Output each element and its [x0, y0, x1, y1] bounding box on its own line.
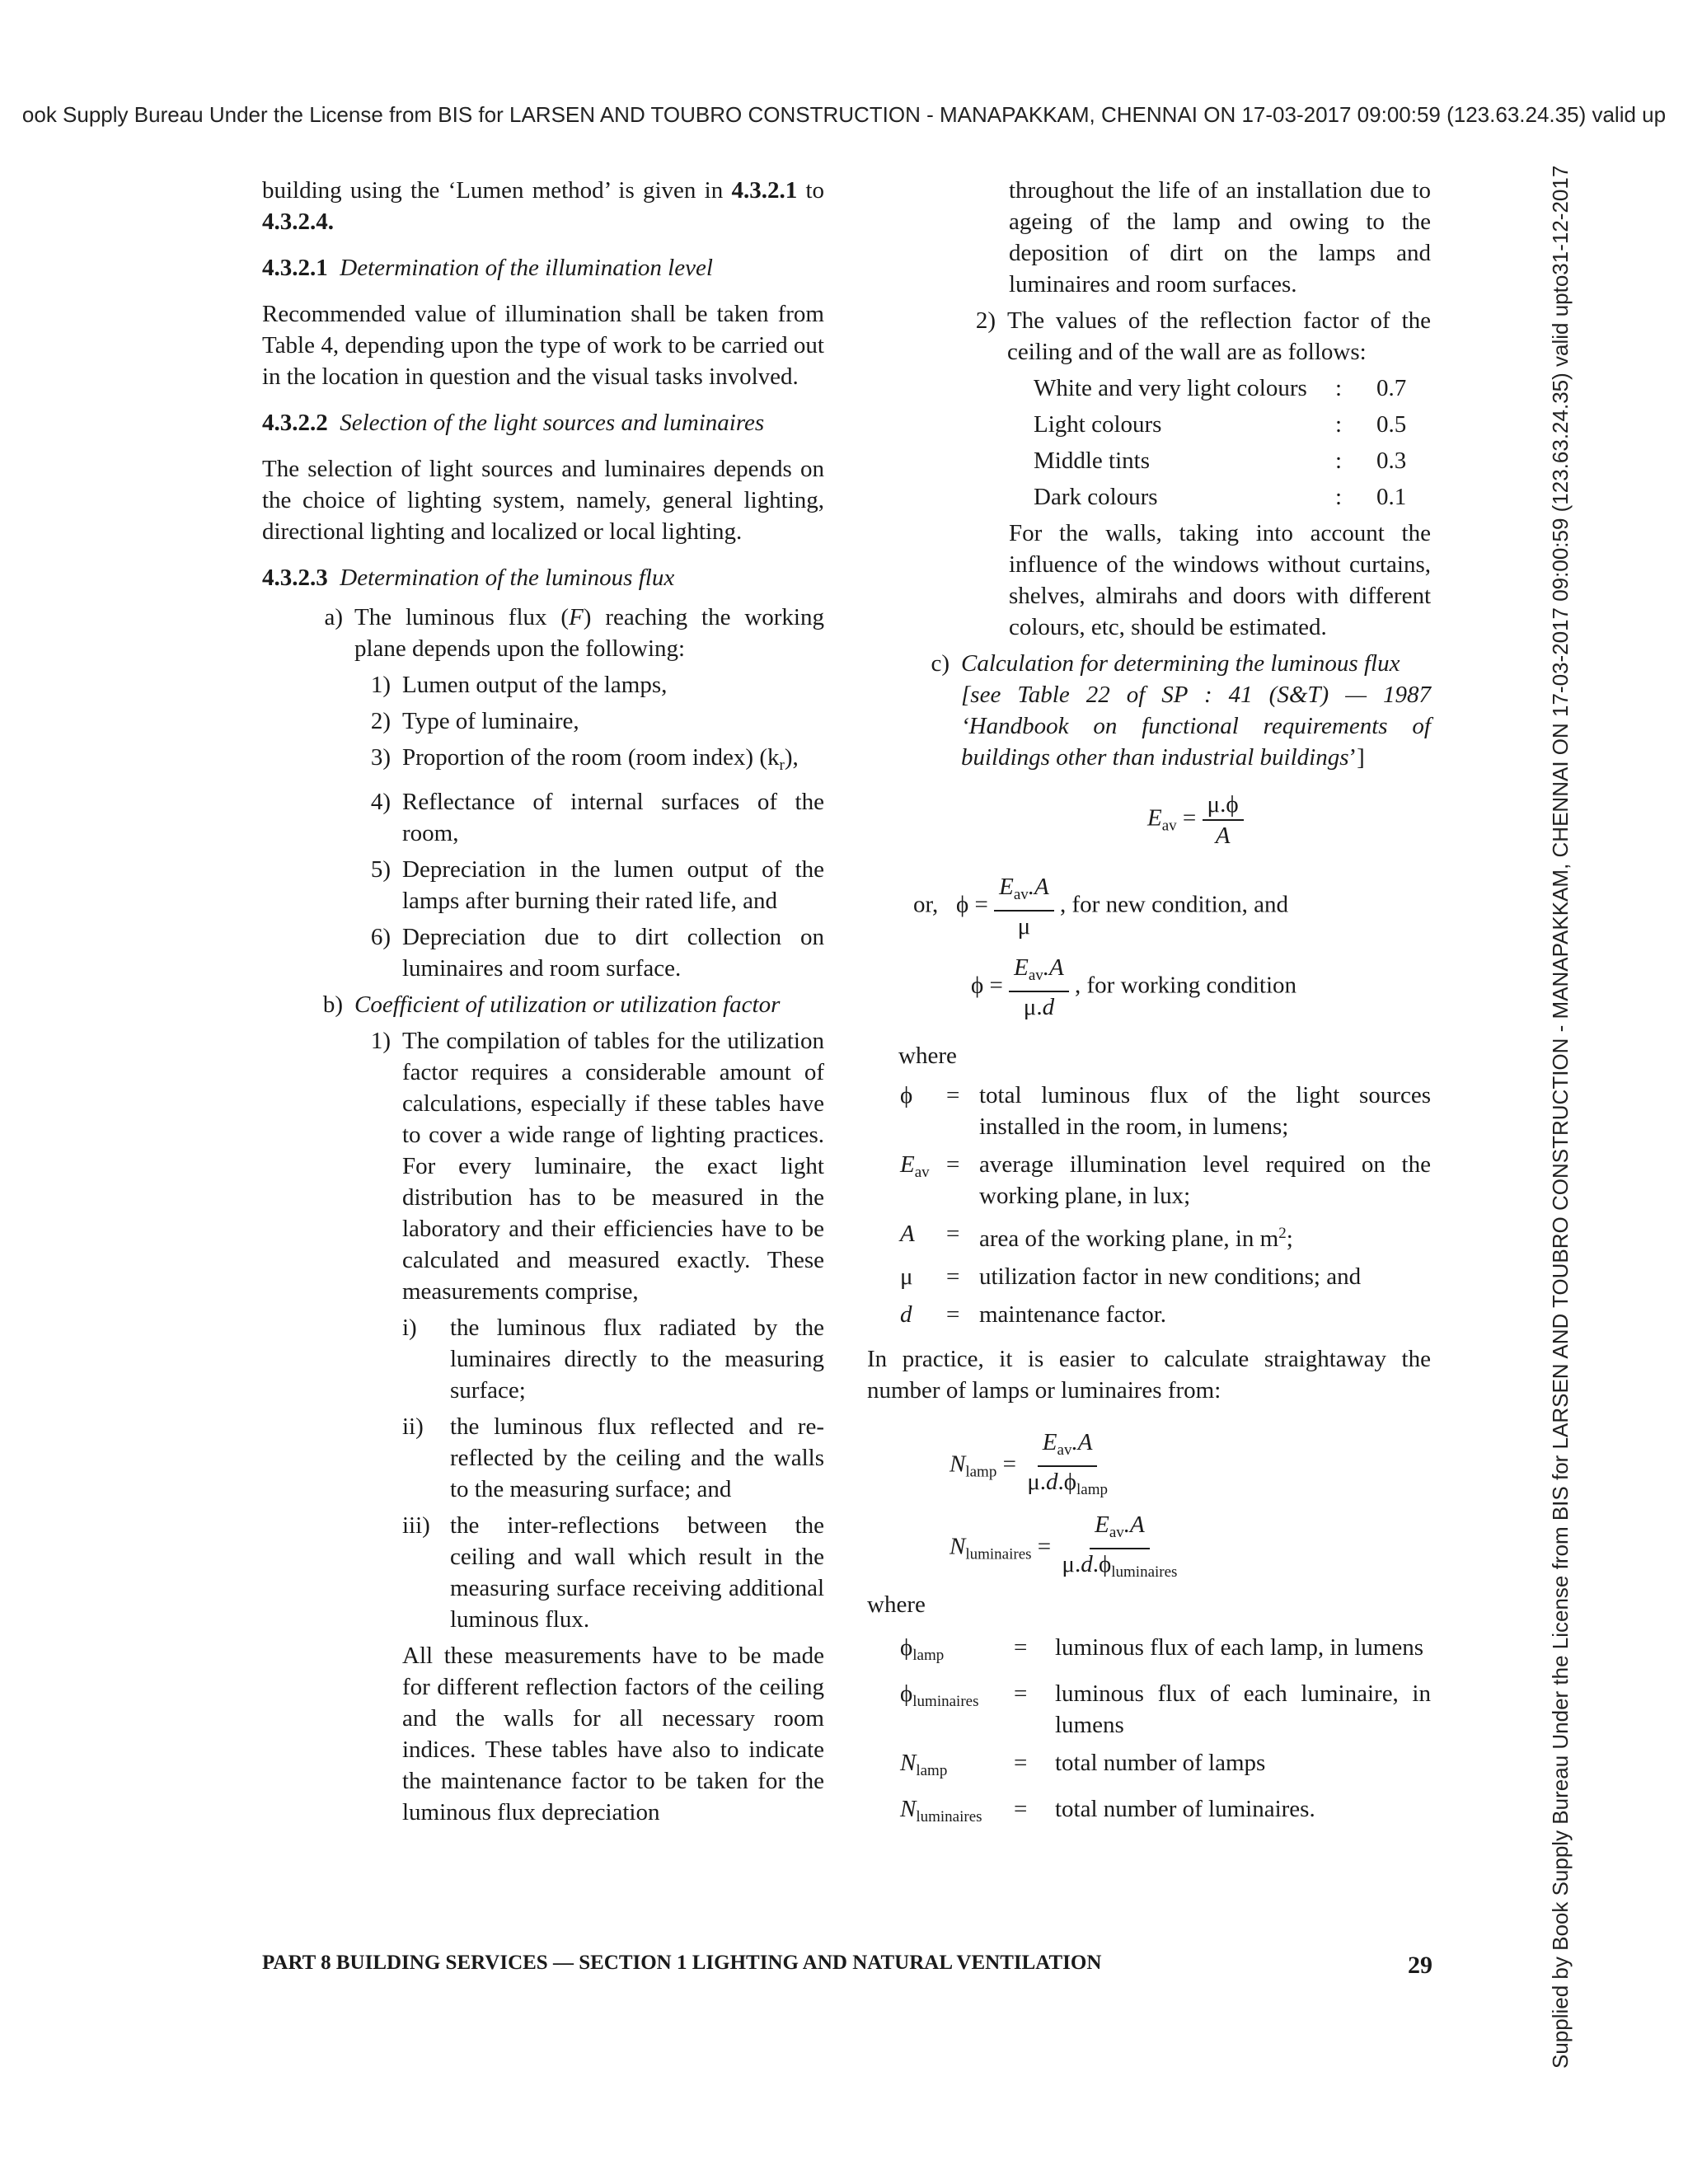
- list-item: iii) the inter-reflections between the ceiling and wall which result in the measuring surface receiving additional luminous flux.: [402, 1512, 824, 1633]
- definition-row: $N_{luminaires}$ = total number of luminaires.: [900, 1796, 1315, 1825]
- definition-row: $N_{lamp}$ = total number of lamps: [900, 1750, 1266, 1779]
- definition-row: ϕ = total luminous flux of the light sources installed in the room, in lumens;: [900, 1082, 1431, 1140]
- page-footer: [262, 1952, 1432, 1985]
- definition-row: A = area of the working plane, in $m^2$;: [900, 1221, 1293, 1252]
- item-c: c) Calculation for determining the luminous flux [see Table 22 of SP : 41 (S&T) — 1987 ‘Handbook on functional requirements of buildings other than industrial buildings’]: [931, 650, 1431, 771]
- walls-paragraph: For the walls, taking into account the influence of the windows without curtains, shelves, almirahs and doors with different colours, etc, should be estimated.: [1009, 520, 1431, 640]
- formula-phi-new: or, ϕ = $\frac{E_{av}.A}{\mu}$ , for new condition, and: [913, 874, 1289, 940]
- b1-closing-paragraph: All these measurements have to be made for different reflection factors of the ceiling and the walls for all necessary room indices. These tables have also to indicate the maintenance factor to be taken for the luminous flux depreciation: [402, 1643, 824, 1825]
- definition-row: $\phi_{lamp}$ = luminous flux of each lamp, in lumens: [900, 1634, 1424, 1664]
- formula-n-luminaires: $N_{luminaires}$ = $\frac{E_{av}.A}{\mu.d.\phi_{luminaires}}$: [950, 1511, 1178, 1581]
- item-b: b) Coefficient of utilization or utilization factor: [322, 991, 781, 1018]
- continued-paragraph: throughout the life of an installation due to ageing of the lamp and owing to the deposition of dirt on the lamps and luminaires and room surfaces.: [1009, 177, 1431, 298]
- list-item: 3) Proportion of the room (room index) $(k_r)$,: [370, 744, 799, 774]
- table-row: Middle tints : 0.3: [1034, 448, 1407, 474]
- page-number: 29: [1408, 1952, 1432, 1979]
- section-heading-4-3-2-1: 4.3.2.1 Determination of the illumination level: [262, 255, 713, 281]
- table-row: White and very light colours : 0.7: [1034, 375, 1407, 401]
- list-item: 2) Type of luminaire,: [370, 708, 579, 734]
- reflection-table: [867, 373, 1431, 513]
- formula-phi-working: ϕ = $\frac{E_{av}.A}{\mu.d}$ , for working condition: [971, 954, 1297, 1020]
- formula-n-lamp: $N_{lamp}$ = $\frac{E_{av}.A}{\mu.d.\phi_{lamp}}$: [950, 1429, 1109, 1498]
- definition-row: $E_{av}$ = average illumination level required on the working plane, in lux;: [900, 1151, 1431, 1209]
- definition-row: $\phi_{luminaires}$ = luminous flux of each luminaire, in lumens: [900, 1680, 1431, 1738]
- item-b1: 1) The compilation of tables for the utilization factor requires a considerable amount of calculations, especially if these tables have to cover a wide range of lighting practices. For every luminaire, the exact light distribution has to be measured in the laboratory and their efficiencies have to be calculated and measured exactly. These measurements comprise,: [370, 1028, 824, 1305]
- section-heading-4-3-2-3: 4.3.2.3 Determination of the luminous flux: [262, 565, 675, 591]
- list-item: 6) Depreciation due to dirt collection on luminaires and room surface.: [370, 924, 824, 982]
- list-item: 4) Reflectance of internal surfaces of the room,: [370, 789, 824, 846]
- top-watermark: ook Supply Bureau Under the License from BIS for LARSEN AND TOUBRO CONSTRUCTION - MANAPAKKAM, CHENNAI ON 17-03-2017 09:00:59 (123.63.24.35) valid up: [21, 102, 1667, 127]
- item-a: a) The luminous flux (F) reaching the working plane depends upon the following:: [324, 604, 824, 662]
- item-2: 2) The values of the reflection factor of the ceiling and of the wall are as follows:: [975, 307, 1431, 365]
- definition-row: μ = utilization factor in new conditions; and: [900, 1263, 1362, 1290]
- formula-eav: $E_{av}$ = $\frac{\mu.\phi}{A}$: [867, 781, 1431, 860]
- practice-paragraph: In practice, it is easier to calculate straightaway the number of lamps or luminaires from:: [867, 1346, 1431, 1404]
- section-4-3-2-2-text: The selection of light sources and luminaires depends on the choice of lighting system, namely, general lighting, directional lighting and localized or local lighting.: [262, 456, 824, 545]
- left-column: [262, 175, 824, 1833]
- right-column: [867, 175, 1431, 1840]
- list-item: ii) the luminous flux reflected and re-reflected by the ceiling and the walls to the measuring surface; and: [402, 1413, 824, 1502]
- side-watermark: Supplied by Book Supply Bureau Under the License from BIS for LARSEN AND TOUBRO CONSTRUCTION - MANAPAKKAM, CHENNAI ON 17-03-2017 09:00:59 (123.63.24.35) valid upto31-12-2017: [1548, 165, 1573, 2069]
- footer-title: PART 8 BUILDING SERVICES — SECTION 1 LIGHTING AND NATURAL VENTILATION: [262, 1952, 1102, 1974]
- intro-paragraph: building using the ‘Lumen method’ is given in 4.3.2.1 to 4.3.2.4.: [262, 177, 824, 235]
- table-row: Light colours : 0.5: [1034, 411, 1407, 438]
- list-item: 1) Lumen output of the lamps,: [370, 672, 668, 698]
- list-item: i) the luminous flux radiated by the luminaires directly to the measuring surface;: [402, 1315, 824, 1404]
- section-4-3-2-1-text: Recommended value of illumination shall be taken from Table 4, depending upon the type of work to be carried out in the location in question and the visual tasks involved.: [262, 301, 824, 390]
- definition-row: d = maintenance factor.: [900, 1301, 1167, 1328]
- where-label-2: where: [867, 1591, 926, 1618]
- list-item: 5) Depreciation in the lumen output of the lamps after burning their rated life, and: [370, 856, 824, 914]
- table-row: Dark colours : 0.1: [1034, 484, 1407, 510]
- where-label: where: [898, 1043, 957, 1069]
- section-heading-4-3-2-2: 4.3.2.2 Selection of the light sources and luminaires: [262, 410, 765, 436]
